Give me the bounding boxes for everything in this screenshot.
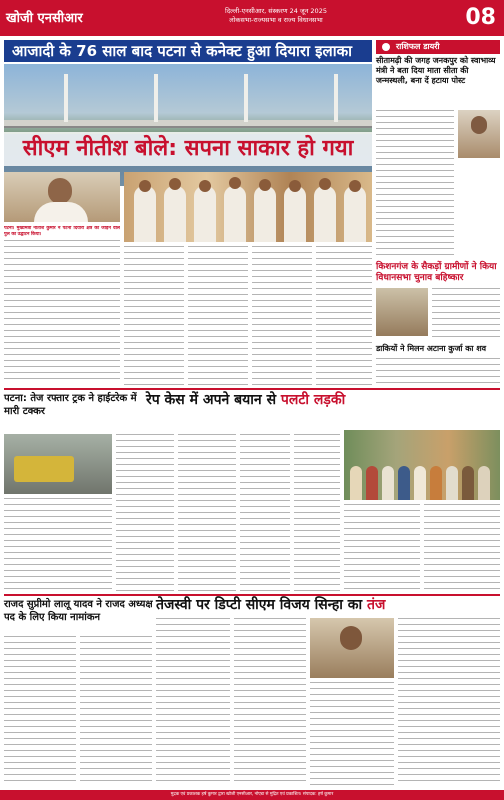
newspaper-logo: खोजी एनसीआर <box>6 11 83 26</box>
main-headline: आजादी के 76 साल बाद पटना से कनेक्ट हुआ दियारा इलाका <box>4 40 372 62</box>
aside-photo <box>376 288 428 336</box>
crash-headline-block <box>4 392 344 430</box>
main-story-column <box>316 246 372 386</box>
aside-photo <box>458 110 500 158</box>
page-number: 08 <box>465 5 496 30</box>
sidebar <box>376 40 500 386</box>
cm-headline: सीएम नीतीश बोले: सपना साकार हो गया <box>4 132 372 166</box>
story-column <box>424 504 500 592</box>
tejashwi-story-text <box>398 618 500 786</box>
bridge-photo <box>4 64 372 186</box>
story-column <box>116 434 174 592</box>
pin-icon <box>382 43 390 51</box>
main-story-lead: पटना। मुख्यमंत्री नीतीश कुमार ने पटना दियारा क्षेत्र को जोड़ने वाले पुल का उद्घाटन किया। <box>4 226 120 386</box>
story-column <box>294 434 340 592</box>
inauguration-photo <box>124 172 372 242</box>
crash-photo <box>4 434 112 494</box>
tejashwi-headline: तेजस्वी पर डिप्टी सीएम विजय सिन्हा का तंज <box>156 597 386 613</box>
crowd-photo <box>344 430 500 500</box>
crash-headline: पटना: तेज रफ्तार ट्रक ने हाईटरेक में मारी टक्कर <box>4 393 137 417</box>
tejashwi-photo <box>310 618 394 678</box>
imprint-footer: मुद्रक एवं प्रकाशक हर्ष कुमार द्वारा खोजी एनसीआर, नोएडा से मुद्रित एवं प्रकाशित। संपादक: हर्ष कुमार <box>0 790 504 800</box>
masthead <box>0 0 504 36</box>
section-tag: राशिफल डायरी <box>376 40 500 54</box>
main-story-column <box>188 246 248 386</box>
story-column <box>240 434 290 592</box>
rape-case-headline: रेप केस में अपने बयान से पलटी लड़की <box>146 392 346 408</box>
dateline: दिल्ली-एनसीआर, संस्करण 24 जून 2025 लोकसभा-राज्यसभा व राज्य विधानसभा <box>225 7 327 24</box>
section-divider <box>4 388 500 390</box>
tejashwi-story-text <box>156 618 230 786</box>
main-story-column <box>124 246 184 386</box>
story-column <box>178 434 236 592</box>
cm-portrait <box>4 172 120 222</box>
lalu-story-text <box>4 636 76 786</box>
crash-story-text <box>4 498 112 592</box>
lalu-headline: राजद सुप्रीमो लालू यादव ने राजद अध्यक्ष पद के लिए किया नामांकन <box>4 599 153 623</box>
main-story-column <box>252 246 312 386</box>
lalu-story-text <box>80 636 152 786</box>
story-column <box>344 504 420 592</box>
tejashwi-story-text <box>310 682 394 786</box>
tejashwi-story-text <box>234 618 306 786</box>
aside-headline: सीतामढ़ी की जगह जनकपुर को स्वाभाव्य मंत्री ने बता दिया माता सीता की जन्मस्थली, बना दें हटाया पोस्ट <box>376 56 496 85</box>
aside-headline: किशनगंज के सैकड़ों ग्रामीणों ने किया विधानसभा चुनाव बहिष्कार <box>376 262 497 283</box>
aside-headline: डाकियों ने मिलन अटाना कुर्जा का शव <box>376 344 487 353</box>
